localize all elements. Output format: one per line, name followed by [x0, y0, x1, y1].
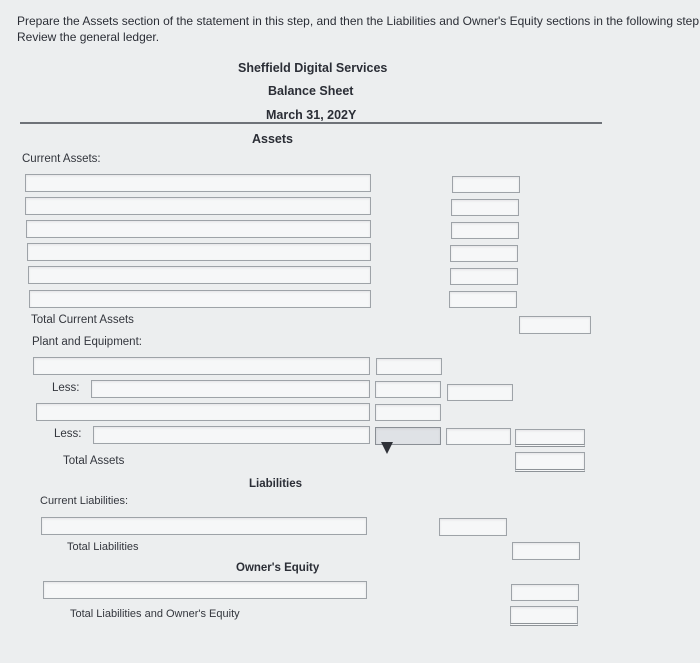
statement-title: Balance Sheet — [268, 84, 354, 98]
owners-equity-account[interactable] — [43, 581, 367, 599]
less-label-1: Less: — [52, 382, 80, 394]
less-label-2: Less: — [54, 428, 82, 440]
current-liability-account-1[interactable] — [41, 517, 367, 535]
total-liabilities-label: Total Liabilities — [67, 541, 139, 553]
current-asset-account-5[interactable] — [28, 266, 371, 284]
current-asset-account-6[interactable] — [29, 290, 371, 308]
total-assets-amount[interactable] — [515, 452, 585, 472]
total-current-assets-label: Total Current Assets — [31, 314, 134, 326]
owners-equity-amount[interactable] — [511, 584, 579, 601]
contra-asset-account-2[interactable] — [93, 426, 370, 444]
company-name: Sheffield Digital Services — [238, 61, 388, 75]
current-asset-amount-1[interactable] — [452, 176, 520, 193]
total-current-assets-amount[interactable] — [519, 316, 591, 334]
current-asset-amount-2[interactable] — [451, 199, 519, 216]
instruction-text: Prepare the Assets section of the statement in this step, and then the Liabilities and Owner's Equity sections in the following step — [17, 14, 700, 28]
current-asset-account-1[interactable] — [25, 174, 371, 192]
total-liabilities-equity-amount[interactable] — [510, 606, 578, 626]
current-assets-label: Current Assets: — [22, 153, 101, 165]
liabilities-heading: Liabilities — [249, 478, 303, 490]
total-liabilities-amount[interactable] — [512, 542, 580, 560]
statement-date: March 31, 202Y — [266, 108, 357, 122]
net-plant-asset-amount-2[interactable] — [446, 428, 511, 445]
mouse-pointer-icon — [381, 442, 393, 454]
current-liabilities-label: Current Liabilities: — [40, 495, 129, 507]
plant-asset-account-2[interactable] — [36, 403, 370, 421]
current-asset-account-2[interactable] — [25, 197, 371, 215]
header-divider — [20, 122, 602, 124]
current-asset-amount-5[interactable] — [450, 268, 518, 285]
instruction-ledger-link[interactable]: Review the general ledger. — [17, 30, 160, 44]
total-liabilities-equity-label: Total Liabilities and Owner's Equity — [70, 608, 240, 620]
plant-asset-account-1[interactable] — [33, 357, 370, 375]
assets-heading: Assets — [252, 132, 293, 146]
total-assets-label: Total Assets — [63, 455, 125, 467]
current-liability-amount-1[interactable] — [439, 518, 507, 536]
current-asset-amount-3[interactable] — [451, 222, 519, 239]
plant-asset-amount-1[interactable] — [376, 358, 442, 375]
plant-equipment-label: Plant and Equipment: — [32, 336, 142, 348]
current-asset-amount-4[interactable] — [450, 245, 518, 262]
total-plant-equipment-amount[interactable] — [515, 429, 585, 447]
net-plant-asset-amount-1[interactable] — [447, 384, 513, 401]
current-asset-amount-6[interactable] — [449, 291, 517, 308]
contra-asset-amount-1[interactable] — [375, 381, 441, 398]
current-asset-account-4[interactable] — [27, 243, 371, 261]
current-asset-account-3[interactable] — [26, 220, 371, 238]
plant-asset-amount-2[interactable] — [375, 404, 441, 421]
contra-asset-account-1[interactable] — [91, 380, 370, 398]
owners-equity-heading: Owner's Equity — [236, 562, 320, 574]
